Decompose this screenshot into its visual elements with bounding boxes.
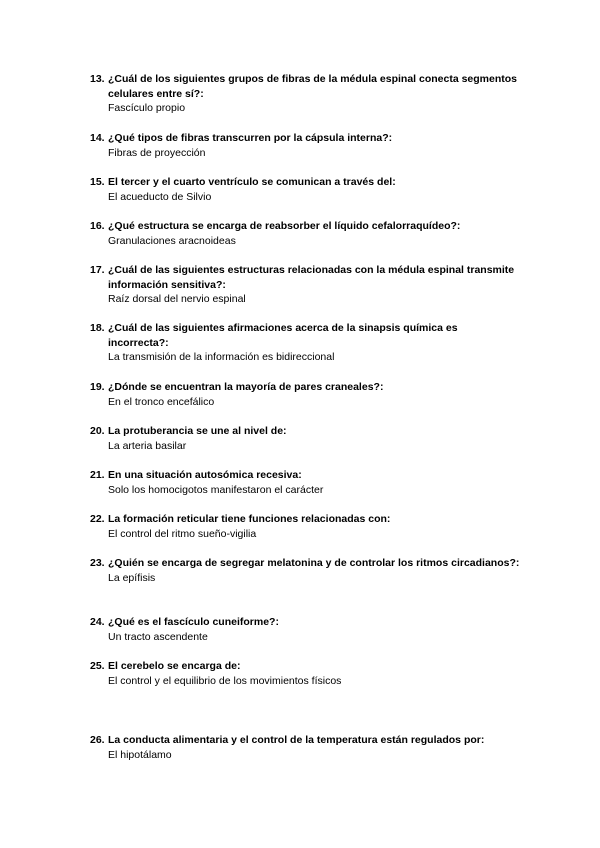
answer-text: La transmisión de la información es bidireccional (108, 351, 335, 363)
answer-text: El control del ritmo sueño-vigilia (108, 527, 257, 540)
answer-text: Solo los homocigotos manifestaron el carácter (108, 483, 324, 496)
question-number: 25. (90, 660, 105, 672)
question-text: ¿Qué estructura se encarga de reabsorber el líquido cefalorraquídeo?: (108, 220, 461, 232)
question-text: ¿Dónde se encuentran la mayoría de pares craneales?: (108, 381, 384, 393)
qa-item (90, 72, 520, 116)
question-number: 13. (90, 73, 105, 85)
question-number: 24. (90, 616, 105, 628)
answer-text: Granulaciones aracnoideas (108, 234, 236, 247)
question-text: ¿Cuál de las siguientes afirmaciones acerca de la sinapsis química es incorrecta?: (108, 322, 458, 349)
question-number: 21. (90, 469, 105, 481)
question-text: El cerebelo se encarga de: (108, 660, 241, 672)
answer-text: El hipotálamo (108, 748, 172, 761)
question-number: 20. (90, 425, 105, 437)
qa-item (90, 556, 520, 585)
qa-item (90, 321, 520, 365)
answer-text: El control y el equilibrio de los movimientos físicos (108, 674, 342, 687)
question-number: 26. (90, 734, 105, 746)
answer-text: La epífisis (108, 571, 156, 584)
qa-item (90, 512, 520, 541)
question-text: ¿Cuál de las siguientes estructuras relacionadas con la médula espinal transmite información sensitiva?: (108, 264, 515, 291)
question-number: 15. (90, 176, 105, 188)
answer-text: Fascículo propio (108, 102, 186, 114)
answer-text: Raíz dorsal del nervio espinal (108, 293, 246, 305)
answer-text: El acueducto de Silvio (108, 190, 212, 203)
question-number: 14. (90, 132, 105, 144)
question-number: 16. (90, 220, 105, 232)
question-text: El tercer y el cuarto ventrículo se comunican a través del: (108, 176, 396, 188)
qa-item (90, 219, 520, 248)
qa-item (90, 468, 520, 497)
question-number: 23. (90, 557, 105, 569)
qa-item (90, 659, 520, 688)
question-text: La conducta alimentaria y el control de la temperatura están regulados por: (108, 734, 485, 746)
answer-text: Fibras de proyección (108, 146, 206, 159)
answer-text: Un tracto ascendente (108, 630, 208, 643)
question-text: La formación reticular tiene funciones relacionadas con: (108, 513, 391, 525)
question-number: 17. (90, 264, 105, 276)
question-text: En una situación autosómica recesiva: (108, 469, 302, 481)
qa-item (90, 615, 520, 644)
question-text: ¿Qué es el fascículo cuneiforme?: (108, 616, 279, 628)
question-text: ¿Qué tipos de fibras transcurren por la cápsula interna?: (108, 132, 393, 144)
question-number: 19. (90, 381, 105, 393)
question-text: ¿Cuál de los siguientes grupos de fibras de la médula espinal conecta segmentos celulares entre sí?: (108, 73, 518, 100)
question-number: 22. (90, 513, 105, 525)
qa-item (90, 424, 520, 453)
question-number: 18. (90, 322, 105, 334)
question-text: ¿Quién se encarga de segregar melatonina y de controlar los ritmos circadianos?: (108, 557, 520, 569)
qa-item (90, 175, 520, 204)
qa-item (90, 263, 520, 307)
answer-text: En el tronco encefálico (108, 395, 215, 408)
qa-item (90, 131, 520, 160)
qa-item (90, 380, 520, 409)
answer-text: La arteria basilar (108, 439, 187, 452)
qa-item (90, 733, 520, 762)
question-text: La protuberancia se une al nivel de: (108, 425, 287, 437)
